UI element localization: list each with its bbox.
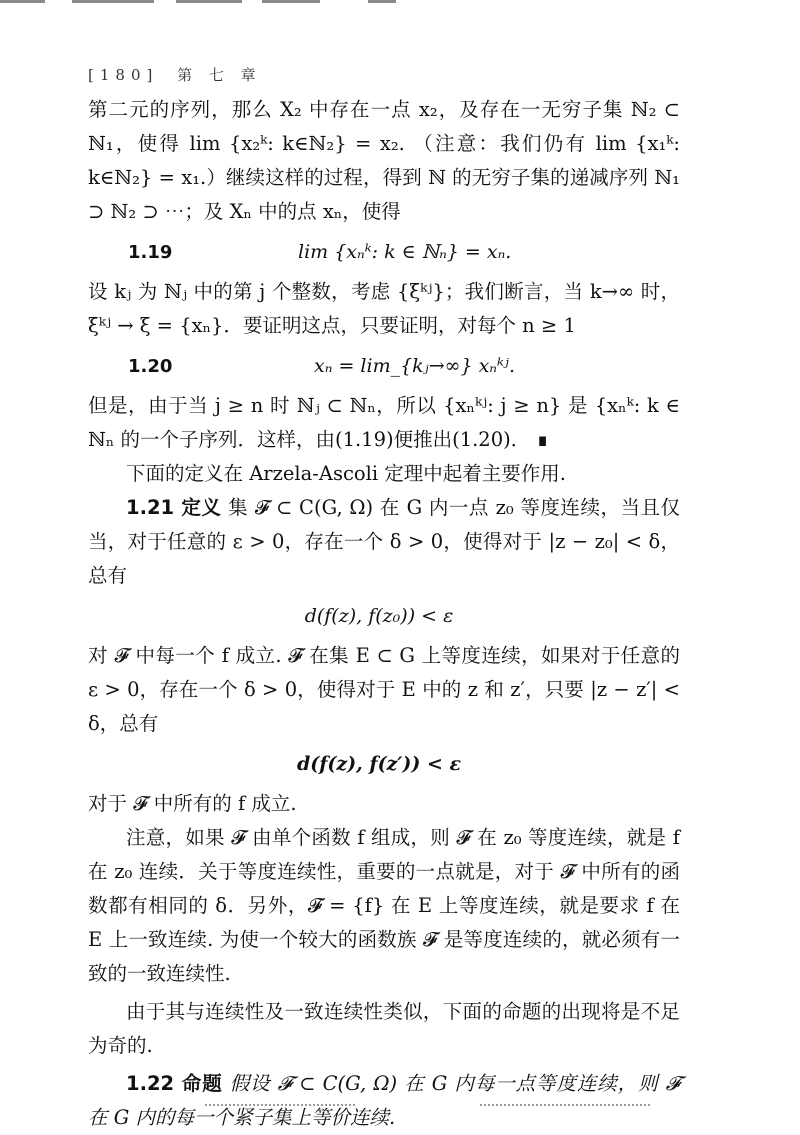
definition-text: 集 𝓕 ⊂ C(G, Ω) 在 G 内一点 z₀ 等度连续，当且仅当，对于任意的 ε > 0，存在一个 δ > 0，使得对于 |z − z₀| < δ，总有: [88, 496, 680, 587]
book-page: [88, 64, 680, 1135]
paragraph: 对于 𝓕 中所有的 f 成立.: [88, 792, 297, 815]
scan-artifact-bar: [176, 0, 242, 3]
scan-artifact-bar: [368, 0, 396, 3]
proposition-1-22: [88, 1067, 680, 1135]
paragraph: 但是，由于当 j ≥ n 时 ℕⱼ ⊂ ℕₙ，所以 {xₙᵏʲ: j ≥ n} 是 {xₙᵏ: k ∈ ℕₙ 的一个子序列．这样，由(1.19)便推出(1.20)． ∎: [88, 394, 680, 451]
equation-1-20: [88, 343, 680, 389]
scan-artifact-bar: [72, 0, 154, 3]
equation-number: 1.19: [128, 241, 173, 263]
definition-1-21: [88, 491, 680, 593]
scan-artifact-dots: [205, 1104, 355, 1108]
equation-1-19: [88, 229, 680, 275]
equation-d1: [88, 593, 680, 639]
paragraph: 设 kⱼ 为 ℕⱼ 中的第 j 个整数，考虑 {ξᵏʲ}；我们断言，当 k→∞ 时，ξᵏʲ → ξ = {xₙ}．要证明这点，只要证明，对每个 n ≥ 1: [88, 280, 680, 337]
scan-artifact-dots: [480, 1104, 650, 1108]
equation-d2: [88, 741, 680, 787]
scan-artifact-bar: [0, 0, 45, 3]
proposition-label: 1.22 命题: [126, 1072, 223, 1095]
equation-number: 1.20: [128, 355, 173, 377]
paragraph: 下面的定义在 Arzela-Ascoli 定理中起着主要作用.: [126, 462, 566, 485]
equation-body: d(f(z), f(z′)) < ε: [296, 753, 462, 775]
equation-body: lim {xₙᵏ: k ∈ ℕₙ} = xₙ.: [298, 241, 512, 263]
paragraph: 第二元的序列，那么 X₂ 中存在一点 x₂，及存在一无穷子集 ℕ₂ ⊂ ℕ₁，使得 lim {x₂ᵏ: k∈ℕ₂} = x₂. （注意：我们仍有 lim {x₁ᵏ: k∈ℕ₂} = x₁.）继续这样的过程，得到 ℕ 的无穷子集的递减序列 ℕ₁ ⊃ ℕ₂ ⊃ ⋯；及 Xₙ 中的点 xₙ，使得: [88, 98, 680, 223]
scan-artifact-bar: [262, 0, 320, 3]
page-header: [88, 64, 680, 85]
paragraph: 对 𝓕 中每一个 f 成立. 𝓕 在集 E ⊂ G 上等度连续，如果对于任意的 ε > 0，存在一个 δ > 0，使得对于 E 中的 z 和 z′，只要 |z − z′| < δ，总有: [88, 644, 680, 735]
paragraph: 注意，如果 𝓕 由单个函数 f 组成，则 𝓕 在 z₀ 等度连续，就是 f 在 z₀ 连续．关于等度连续性，重要的一点就是，对于 𝓕 中所有的函数都有相同的 δ．另外，𝓕 = {f} 在 E 上等度连续，就是要求 f 在 E 上一致连续. 为使一个较大的函数族 𝓕 是等度连续的，就必须有一致的一致连续性.: [88, 826, 680, 985]
definition-label: 1.21 定义: [126, 496, 222, 519]
equation-body: d(f(z), f(z₀)) < ε: [304, 605, 454, 627]
paragraph: 由于其与连续性及一致连续性类似，下面的命题的出现将是不足为奇的.: [88, 1000, 680, 1057]
page-number: [180]: [88, 66, 159, 84]
equation-body: xₙ = lim_{kⱼ→∞} xₙᵏʲ.: [314, 355, 515, 377]
proposition-text: 假设 𝓕 ⊂ C(G, Ω) 在 G 内每一点等度连续，则 𝓕 在 G 内的每一个紧子集上等价连续.: [88, 1072, 681, 1129]
chapter-title: 第 七 章: [177, 66, 262, 84]
